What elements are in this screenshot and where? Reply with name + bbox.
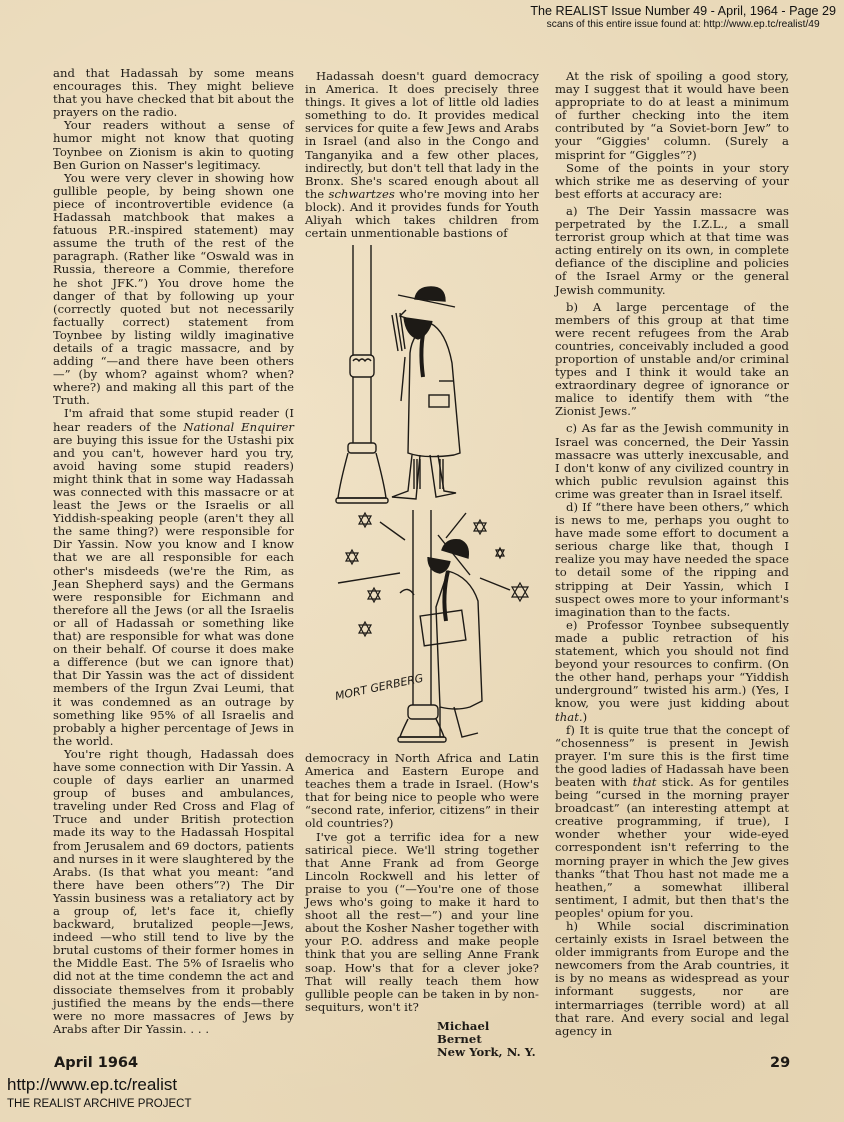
text: I'm afraid that some stupid reader (I hear readers of the [53,406,294,434]
column-middle-top [305,70,539,240]
column-left [53,67,294,1036]
point-b: b) A large percentage of the members of this group at that time were recent refugees from the Arab countries, conceivably included a good proportion of unstable and/or criminal types and I think it would take an extraordinary degree of ignorance or malice to identify them with “the Zionist Jews.” [555,299,789,419]
publication-name: National Enquirer [183,419,294,434]
paragraph [305,70,539,240]
text: who're moving into her block). And it provides funds for Youth Aliyah which takes children from certain unmentionable bastions of [305,186,540,241]
paragraph: You were very clever in showing how gullible people, by being shown one piece of incontrovertible evidence (a Hadassah matchbook that makes a fatuous P.R.-inspired statement) may assume the truth of the rest of the paragraph. (Rather like “Oswald was in Russia, thereore a Commie, therefore he shot JFK.”) You drove home the danger of that by following up your (correctly quoted but not necessarily factually correct) statement from Toynbee by listing wildly imaginative details of a tragic massacre, and by adding “—and there have been others—” (by whom? against whom? when? where?) and making all this part of the Truth. [53,170,294,408]
archive-project-name: THE REALIST ARCHIVE PROJECT [7,1098,192,1110]
cartoon-illustration [320,245,550,745]
paragraph: You're right though, Hadassah does have some connection with Dir Yassin. A couple of days earlier an unarmed group of buses and ambulances, traveling under Red Cross and Flag of Truce and under British protection made its way to the Hadassah Hospital from Jerusalem and 69 doctors, patients and nurses in it were slaughtered by the Arabs. (Is that what you meant: “and there have been others”?) The Dir Yassin business was a retaliatory act by a group of, let's face it, chiefly backward, brutalized people—Jews, indeed —who still tend to live by the brutal customs of their former homes in the Middle East. The 5% of Israelis who did not at the time condemn the act and dissociate themselves from it probably justified the means by the ends—there were no more massacres of Jews by Arabs after Dir Yassin. . . . [53,746,294,1036]
lamppost-icon [336,245,388,503]
paragraph: I've got a terrific idea for a new satirical piece. We'll string together that Anne Frank ad from George Lincoln Rockwell and his letter of praise to you (“—You're one of those Jews who's going to make it hard to shoot all the rest—”) and your line about the Kosher Nasher together with your P.O. address and make people think that you are selling Anne Frank soap. How's that for a clever joke? That will really teach them how gullible people can be taken in by non-sequiturs, won't it? [305,829,539,1014]
man-figure-icon [392,287,460,499]
point-c: c) As far as the Jewish community in Israel was concerned, the Deir Yassin massacre was utterly inexcusable, and I don't konw of any civilized country in which public revulsion against this crime was greater than in Israel itself. [555,421,789,501]
text: are buying this issue for the Ustashi pix and you can't, however hard you try, avoid having some stupid readers) might think that in some way Hadassah was connected with this massacre or at least the Jews or the Israelis or all Yiddish-speaking people (aren't they all the same thing?) were responsible for Dir Yassin. Now you know and I know that we are all responsible for each other's misdeeds (we're the Rim, as Jean Shepherd says) and the Germans were responsible for Eichmann and therefore all the Jews (or all the Israelis or all of Hadassah or something like that) are responsible for what was done on their behalf. Of course it does make a difference (but we can ignore that) that Dir Yassin was the act of dissident members of the Irgun Zvai Leumi, that it was condemned as an outrage by something like 95% of all Israelis and probably a higher percentage of Jews in the world. [53,432,294,748]
point-a: a) The Deir Yassin massacre was perpetrated by the I.Z.L., a small terrorist group which at that time was acting entirely on its own, in complete defiance of the discipline and policies of the Israel Army or the general Jewish community. [555,203,789,297]
column-middle-bottom [305,752,539,1059]
paragraph: At the risk of spoiling a good story, may I suggest that it would have been appropriate to do at least a minimum of further checking into the item contributed by “a Soviet-born Jew” to your “Giggies' column. (Surely a misprint for “Giggles”?) [555,69,789,162]
paragraph: democracy in North Africa and Latin America and Eastern Europe and teaches them a trade in Israel. (How's that for being nice to people who were “second rate, inferior, citizens” in their old countries?) [305,751,539,831]
letter-signature [305,1020,539,1059]
paragraph [53,407,294,747]
paragraph: Some of the points in your story which strike me as deserving of your best efforts at accuracy are: [555,160,789,201]
text: e) Professor Toynbee subsequently made a public retraction of his statement, which you should not find beyond your resources to confirm. (On the other hand, perhaps your “Yiddish underground” twisted his arm.) (Yes, I know, you were just kidding about [555,617,789,711]
man-dazed-icon [400,535,482,737]
text: stick. As for gentiles being “cursed in the morning prayer broadcast” (an interesting attempt at creative programming, if true), I wonder whether your wide-eyed correspondent isn't referring to the morning prayer in which the Jew gives thanks “that Thou hast not made me a heathen,” a somewhat illiberal sentiment, I admit, but then that's the peoples' opium for you. [555,774,789,920]
signature-name: Michael Bernet [437,1018,490,1046]
paragraph: Your readers without a sense of humor might not know that quoting Toynbee on Zionism is akin to quoting Ben Gurion on Nasser's legitimacy. [53,118,294,172]
archive-url-link[interactable]: http://www.ep.tc/realist [7,1075,178,1094]
footer-date: April 1964 [54,1055,139,1071]
italic-word: that [632,774,657,789]
italic-word: schwartzes [328,186,395,201]
issue-title: The REALIST Issue Number 49 - April, 1964 - Page 29 [530,4,836,18]
signature-location: New York, N. Y. [437,1045,536,1060]
page-number: 29 [770,1055,791,1071]
text: f) It is quite true that the concept of “chosenness” is present in Jewish prayer. I'm sure this is the first time the good ladies of Hadassah have been beaten with [555,722,789,789]
column-right [555,70,789,1038]
point-h: h) While social discrimination certainly exists in Israel between the older immigrants from Europe and the newcomers from the Arab countries, it is by no means as widespread as your informant suggests, nor are intermarriages (terrible word) at all that rare. And every social and legal agency in [555,919,789,1038]
text: Hadassah doesn't guard democracy in America. It does precisely three things. It gives a lot of little old ladies something to do. It provides medical services for quite a few Jews and Arabs in Israel (and also in the Congo and Tanganyika and a few other places, indirectly, but don't tell that lady in the Bronx. She's scared enough about all the [305,69,539,201]
point-f [555,724,789,920]
paragraph: and that Hadassah by some means encourages this. They might believe that you have checked that bit about the prayers on the radio. [53,66,294,120]
artist-signature: MORT GERBERG [333,671,425,703]
italic-word: that. [555,709,583,724]
archive-header [530,4,836,31]
issue-scans-link[interactable]: scans of this entire issue found at: http://www.ep.tc/realist/49 [546,19,820,30]
point-d: d) If “there have been others,” which is news to me, perhaps you ought to have made some effort to document a serious charge like that, though I realize you may have needed the space to detail some of the ripping and stripping at Deir Yassin, which I suspect owes more to your informant's imagination than to the facts. [555,500,789,619]
point-e [555,619,789,724]
text: ) [582,709,588,724]
